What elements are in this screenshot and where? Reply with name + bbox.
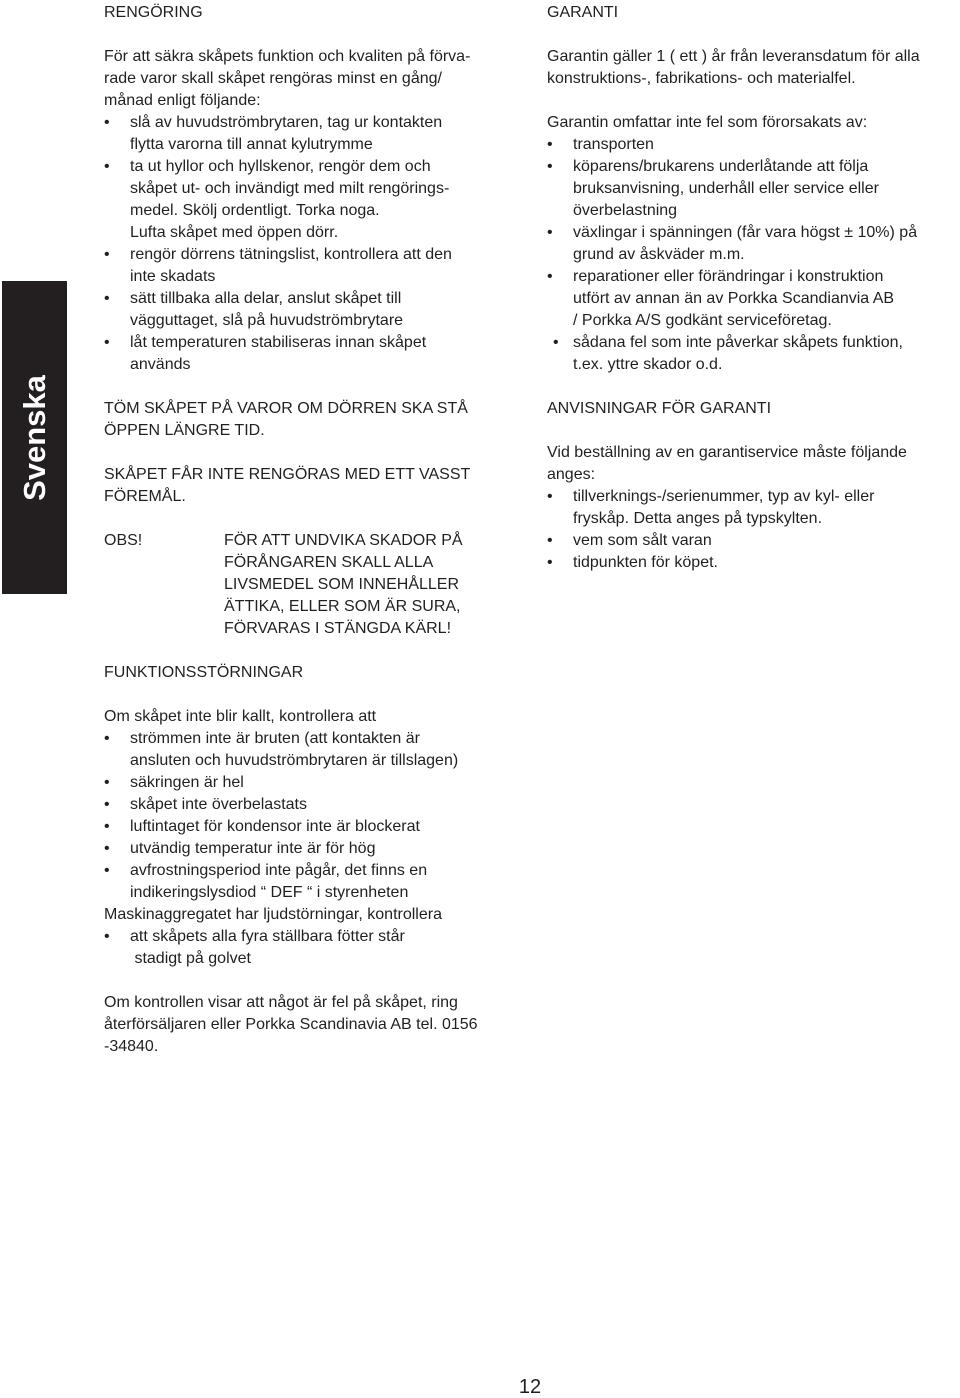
text-line: tillverknings-/serienummer, typ av kyl- eller (573, 488, 875, 505)
list-item (104, 816, 534, 838)
text-line: vägguttaget, slå på huvudströmbrytare (130, 312, 404, 329)
bullet: • (547, 554, 553, 571)
bullet: • (104, 334, 110, 351)
list-item (104, 838, 534, 860)
bullet: • (104, 158, 110, 175)
list-item (547, 156, 960, 222)
text-line: strömmen inte är bruten (att kontakten är (130, 730, 420, 747)
text-line: rade varor skall skåpet rengöras minst en gång/ (104, 70, 442, 87)
list-item (104, 288, 534, 332)
bullet: • (547, 136, 553, 153)
list-item (104, 794, 534, 816)
text-line: Vid beställning av en garantiservice måste följande (547, 444, 907, 461)
text-line: / Porkka A/S godkänt serviceföretag. (573, 312, 832, 329)
empty-warning (104, 398, 534, 442)
list-item (104, 728, 534, 772)
text-line: vem som sålt varan (573, 532, 712, 549)
obs-text (224, 530, 534, 640)
text-line: utfört av annan än av Porkka Scandianvia AB (573, 290, 895, 307)
text-line: ansluten och huvudströmbrytaren är tillslagen) (130, 752, 459, 769)
text-line: grund av åskväder m.m. (573, 246, 745, 263)
text-line: används (130, 356, 191, 373)
text-line: FÖR ATT UNDVIKA SKADOR PÅ (224, 532, 463, 549)
left-column (104, 2, 534, 1058)
text-line: flytta varorna till annat kylutrymme (130, 136, 373, 153)
bullet: • (104, 290, 110, 307)
text-line: växlingar i spänningen (får vara högst ± 10%) på (573, 224, 918, 241)
text-line: återförsäljaren eller Porkka Scandinavia AB tel. 0156 (104, 1016, 478, 1033)
text-line: sådana fel som inte påverkar skåpets funktion, (573, 334, 903, 351)
list-item (547, 266, 960, 332)
warranty-exclusions-intro: Garantin omfattar inte fel som förorsakats av: (547, 114, 868, 131)
bullet: • (547, 268, 553, 285)
text-line: skåpet ut- och invändigt med milt rengörings- (130, 180, 450, 197)
text-line: tidpunkten för köpet. (573, 554, 718, 571)
text-line: köparens/brukarens underlåtande att följa (573, 158, 869, 175)
warranty-instructions-list (547, 486, 960, 574)
text-line: anges: (547, 466, 596, 483)
noise-checks (104, 926, 534, 970)
bullet: • (547, 158, 553, 175)
cleaning-intro (104, 46, 534, 112)
language-tab-label: Svenska (16, 374, 52, 501)
text-line: bruksanvisning, underhåll eller service eller (573, 180, 879, 197)
text-line: låt temperaturen stabiliseras innan skåpet (130, 334, 427, 351)
warranty-instructions-title: ANVISNINGAR FÖR GARANTI (547, 400, 772, 417)
text-line: SKÅPET FÅR INTE RENGÖRAS MED ETT VASST (104, 466, 471, 483)
warranty-period (547, 46, 960, 90)
text-line: Garantin gäller 1 ( ett ) år från leveransdatum för alla (547, 48, 920, 65)
text-line: ÖPPEN LÄNGRE TID. (104, 422, 265, 439)
list-item (104, 156, 534, 244)
text-line: att skåpets alla fyra ställbara fötter står (130, 928, 405, 945)
bullet: • (104, 928, 110, 945)
text-line: medel. Skölj ordentligt. Torka noga. (130, 202, 380, 219)
text-line: FÖRÅNGAREN SKALL ALLA (224, 554, 434, 571)
malfunctions-intro: Om skåpet inte blir kallt, kontrollera att (104, 708, 377, 725)
list-item (104, 926, 534, 970)
list-item (104, 112, 534, 156)
text-line: stadigt på golvet (130, 950, 251, 967)
obs-notice (104, 530, 534, 640)
right-column (547, 2, 960, 574)
cleaning-steps (104, 112, 534, 376)
list-item (547, 552, 960, 574)
bullet: • (547, 488, 553, 505)
list-item (104, 332, 534, 376)
text-line: ÄTTIKA, ELLER SOM ÄR SURA, (224, 598, 461, 615)
text-line: Lufta skåpet med öppen dörr. (130, 224, 339, 241)
bullet: • (547, 224, 553, 241)
list-item (547, 530, 960, 552)
sharp-object-warning (104, 464, 534, 508)
warranty-instructions-intro (547, 442, 960, 486)
contact-info (104, 992, 534, 1058)
list-item (547, 486, 960, 530)
malfunction-checks (104, 728, 534, 904)
text-line: rengör dörrens tätningslist, kontrollera att den (130, 246, 452, 263)
text-line: skåpet inte överbelastats (130, 796, 307, 813)
text-line: säkringen är hel (130, 774, 244, 791)
bullet: • (553, 334, 559, 351)
list-item (547, 222, 960, 266)
text-line: transporten (573, 136, 654, 153)
warranty-exclusions (547, 134, 960, 376)
page-number: 12 (518, 1376, 542, 1398)
text-line: indikeringslysdiod “ DEF “ i styrenheten (130, 884, 409, 901)
bullet: • (104, 818, 110, 835)
text-line: luftintaget för kondensor inte är blockerat (130, 818, 420, 835)
text-line: konstruktions-, fabrikations- och materialfel. (547, 70, 856, 87)
text-line: Om kontrollen visar att något är fel på skåpet, ring (104, 994, 458, 1011)
text-line: överbelastning (573, 202, 678, 219)
text-line: FÖRVARAS I STÄNGDA KÄRL! (224, 620, 452, 637)
bullet: • (104, 246, 110, 263)
language-tab (2, 281, 67, 594)
list-item (104, 772, 534, 794)
bullet: • (104, 796, 110, 813)
warranty-title: GARANTI (547, 4, 619, 21)
malfunctions-title: FUNKTIONSSTÖRNINGAR (104, 664, 304, 681)
list-item (547, 134, 960, 156)
text-line: -34840. (104, 1038, 159, 1055)
text-line: utvändig temperatur inte är för hög (130, 840, 376, 857)
bullet: • (104, 862, 110, 879)
text-line: LIVSMEDEL SOM INNEHÅLLER (224, 576, 460, 593)
bullet: • (547, 532, 553, 549)
text-line: inte skadats (130, 268, 216, 285)
list-item (104, 860, 534, 904)
text-line: fryskåp. Detta anges på typskylten. (573, 510, 823, 527)
bullet: • (104, 114, 110, 131)
text-line: månad enligt följande: (104, 92, 261, 109)
text-line: avfrostningsperiod inte pågår, det finns en (130, 862, 428, 879)
list-item (104, 244, 534, 288)
cleaning-title: RENGÖRING (104, 4, 203, 21)
text-line: TÖM SKÅPET PÅ VAROR OM DÖRREN SKA STÅ (104, 400, 468, 417)
obs-label: OBS! (104, 532, 143, 549)
text-line: t.ex. yttre skador o.d. (573, 356, 723, 373)
text-line: slå av huvudströmbrytaren, tag ur kontakten (130, 114, 443, 131)
text-line: FÖREMÅL. (104, 488, 186, 505)
bullet: • (104, 840, 110, 857)
noise-intro: Maskinaggregatet har ljudstörningar, kontrollera (104, 906, 442, 923)
text-line: reparationer eller förändringar i konstruktion (573, 268, 884, 285)
bullet: • (104, 774, 110, 791)
list-item (547, 332, 960, 376)
bullet: • (104, 730, 110, 747)
text-line: sätt tillbaka alla delar, anslut skåpet till (130, 290, 402, 307)
text-line: För att säkra skåpets funktion och kvaliten på förva- (104, 48, 471, 65)
text-line: ta ut hyllor och hyllskenor, rengör dem och (130, 158, 431, 175)
